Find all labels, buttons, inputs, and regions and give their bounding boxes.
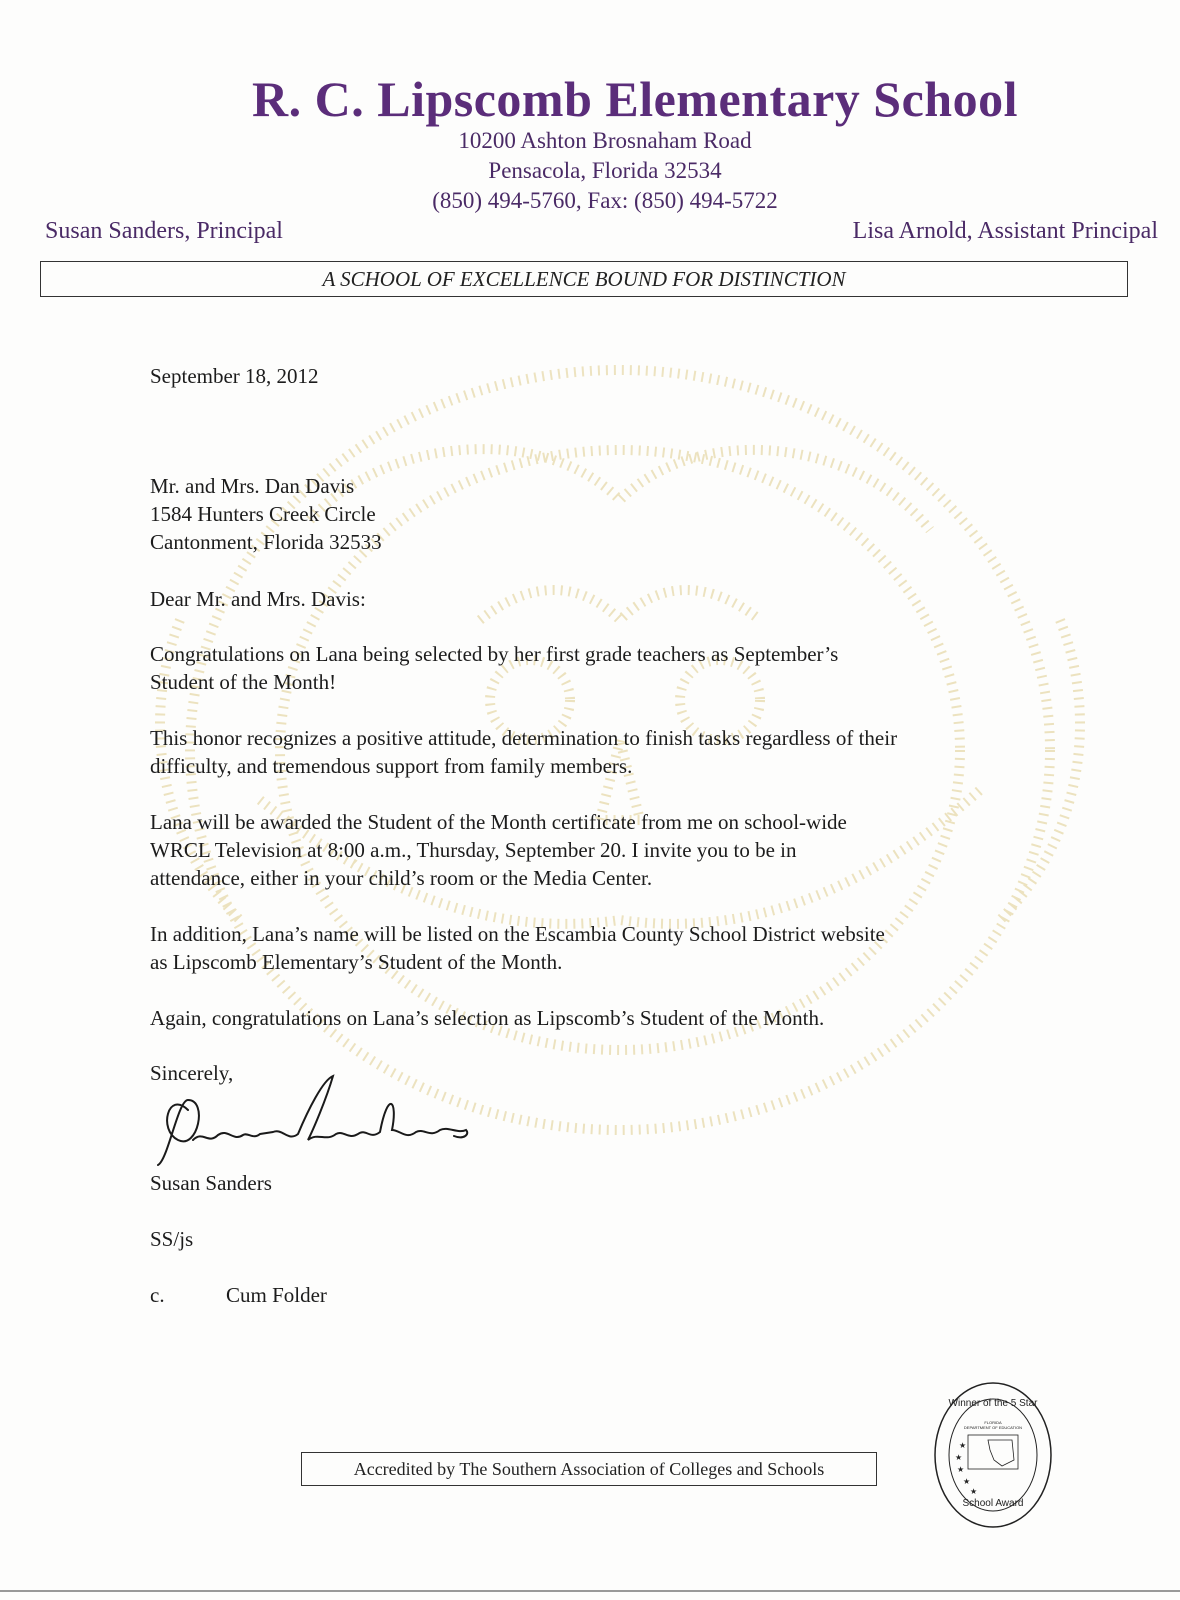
- paragraph-line: This honor recognizes a positive attitude, determination to finish tasks regardless of their: [150, 726, 898, 750]
- school-motto: A SCHOOL OF EXCELLENCE BOUND FOR DISTINCTION: [40, 261, 1128, 297]
- closing: Sincerely,: [150, 1061, 234, 1085]
- paragraph: [150, 808, 1050, 892]
- signer-name: Susan Sanders: [150, 1171, 272, 1195]
- cc-value: Cum Folder: [226, 1283, 327, 1307]
- paragraph: [150, 920, 1050, 976]
- paragraph: [150, 724, 1050, 780]
- seal-inner-text: [932, 1420, 1054, 1430]
- paragraph: [150, 1004, 1050, 1032]
- cc-label: c.: [150, 1283, 165, 1307]
- paragraph-line: attendance, either in your child’s room or the Media Center.: [150, 866, 653, 890]
- accreditation-box: Accredited by The Southern Association of Colleges and Schools: [301, 1452, 877, 1486]
- school-name: R. C. Lipscomb Elementary School: [252, 71, 1018, 127]
- typist-initials: SS/js: [150, 1227, 194, 1251]
- svg-text:★: ★: [970, 1487, 978, 1496]
- recipient-name: Mr. and Mrs. Dan Davis: [150, 474, 355, 498]
- school-phone-fax: (850) 494-5760, Fax: (850) 494-5722: [432, 188, 778, 213]
- copy-notation: [150, 1281, 1050, 1309]
- handwritten-signature: [148, 1070, 478, 1170]
- paragraph: [150, 640, 1050, 696]
- seal-bottom-text: School Award: [962, 1498, 1024, 1509]
- principal-name: Susan Sanders, Principal: [45, 218, 283, 244]
- school-address-street: 10200 Ashton Brosnaham Road: [458, 128, 752, 153]
- page-edge-line: [0, 1590, 1180, 1592]
- svg-text:★: ★: [959, 1441, 967, 1450]
- paragraph-line: Lana will be awarded the Student of the Month certificate from me on school-wide: [150, 810, 847, 834]
- letter-date: September 18, 2012: [150, 364, 319, 388]
- five-star-award-seal: [932, 1380, 1054, 1530]
- recipient-street: 1584 Hunters Creek Circle: [150, 502, 376, 526]
- svg-text:★: ★: [963, 1477, 971, 1486]
- seal-inner-line: FLORIDA: [984, 1420, 1002, 1425]
- salutation: Dear Mr. and Mrs. Davis:: [150, 587, 366, 611]
- paragraph-line: Student of the Month!: [150, 670, 337, 694]
- seal-inner-line: DEPARTMENT OF EDUCATION: [963, 1425, 1023, 1430]
- svg-text:★: ★: [955, 1453, 963, 1462]
- seal-top-text: Winner of the 5 Star: [948, 1398, 1038, 1409]
- school-address-city: Pensacola, Florida 32534: [488, 158, 722, 183]
- paragraph-line: difficulty, and tremendous support from family members.: [150, 754, 633, 778]
- paragraph-line: Again, congratulations on Lana’s selection as Lipscomb’s Student of the Month.: [150, 1006, 825, 1030]
- recipient-address: [150, 472, 1050, 556]
- svg-text:★: ★: [957, 1465, 965, 1474]
- paragraph-line: WRCL Television at 8:00 a.m., Thursday, September 20. I invite you to be in: [150, 838, 797, 862]
- paragraph-line: In addition, Lana’s name will be listed on the Escambia County School District website: [150, 922, 885, 946]
- paragraph-line: Congratulations on Lana being selected by her first grade teachers as September’s: [150, 642, 839, 666]
- assistant-principal-name: Lisa Arnold, Assistant Principal: [852, 218, 1158, 244]
- recipient-city: Cantonment, Florida 32533: [150, 530, 382, 554]
- paragraph-line: as Lipscomb Elementary’s Student of the Month.: [150, 950, 563, 974]
